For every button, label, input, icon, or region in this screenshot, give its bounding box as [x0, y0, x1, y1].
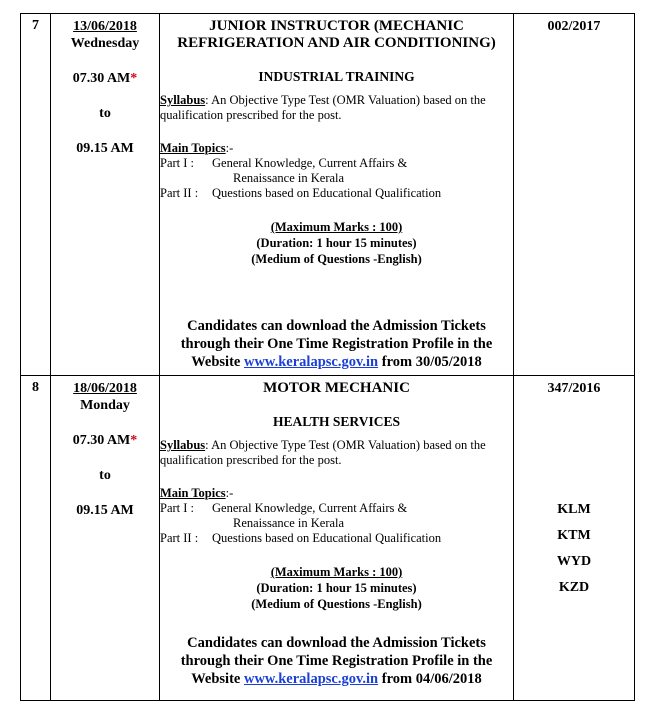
schedule-row: [21, 376, 635, 701]
date-time-cell: [51, 14, 160, 376]
main-topics: Main Topics:- Part I : General Knowledge, Current Affairs & Renaissance in Kerala Part II : Questions based on Educational Qualification: [160, 486, 513, 546]
end-time: 09.15 AM: [76, 503, 134, 518]
post-details-cell: [160, 14, 514, 376]
medium: (Medium of Questions -English): [251, 597, 422, 611]
district-code: WYD: [556, 554, 592, 569]
syllabus: [160, 93, 513, 123]
department: INDUSTRIAL TRAINING: [258, 69, 415, 84]
marks-info: [160, 564, 513, 612]
serial-number: 7: [21, 14, 51, 376]
syllabus-label: Syllabus: [160, 438, 206, 452]
main-topics: Main Topics:- Part I : General Knowledge, Current Affairs & Renaissance in Kerala Part II : Questions based on Educational Qualification: [160, 141, 513, 201]
asterisk-mark: *: [130, 433, 138, 448]
start-time: 07.30 AM*: [72, 71, 138, 86]
topic-part-1: Part I : General Knowledge, Current Affairs &: [160, 156, 408, 170]
district-code: KLM: [557, 502, 591, 517]
category-code: 347/2016: [547, 381, 601, 396]
asterisk-mark: *: [130, 71, 138, 86]
website-link[interactable]: www.keralapsc.gov.in: [243, 354, 379, 370]
topics-label: Main Topics: [160, 486, 226, 500]
exam-day: Wednesday: [70, 36, 140, 51]
exam-date: 13/06/2018: [73, 19, 137, 34]
category-code: 002/2017: [547, 19, 601, 34]
duration: (Duration: 1 hour 15 minutes): [256, 236, 417, 250]
max-marks: (Maximum Marks : 100): [270, 565, 403, 579]
medium: (Medium of Questions -English): [251, 252, 422, 266]
topic-part-2: Part II : Questions based on Educational Qualification: [160, 531, 442, 545]
post-details-cell: [160, 376, 514, 701]
district-list: [514, 497, 634, 601]
post-title: MOTOR MECHANIC: [263, 380, 410, 396]
admission-notice: Candidates can download the Admission Tickets through their One Time Registration Profile in the Website www.keralapsc.gov.in from 04/06/2018: [180, 635, 493, 687]
department: HEALTH SERVICES: [273, 414, 400, 429]
category-code-cell: [514, 14, 635, 376]
to-label: to: [99, 106, 111, 121]
topics-label: Main Topics: [160, 141, 226, 155]
date-time-cell: [51, 376, 160, 701]
syllabus-text: : An Objective Type Test (OMR Valuation) based on the qualification prescribed for the post.: [160, 438, 486, 467]
post-title: JUNIOR INSTRUCTOR (MECHANIC REFRIGERATION AND AIR CONDITIONING): [177, 18, 496, 51]
exam-day: Monday: [80, 398, 130, 413]
marks-info: [160, 219, 513, 267]
topic-part-2: Part II : Questions based on Educational Qualification: [160, 186, 442, 200]
syllabus-label: Syllabus: [160, 93, 206, 107]
duration: (Duration: 1 hour 15 minutes): [256, 581, 417, 595]
end-time: 09.15 AM: [76, 141, 134, 156]
syllabus-text: : An Objective Type Test (OMR Valuation) based on the qualification prescribed for the post.: [160, 93, 486, 122]
start-time: 07.30 AM*: [72, 433, 138, 448]
schedule-row: [21, 14, 635, 376]
to-label: to: [99, 468, 111, 483]
serial-number: 8: [21, 376, 51, 701]
category-code-cell: [514, 376, 635, 701]
website-link[interactable]: www.keralapsc.gov.in: [243, 671, 379, 687]
admission-notice: Candidates can download the Admission Tickets through their One Time Registration Profile in the Website www.keralapsc.gov.in from 30/05/2018: [180, 318, 493, 370]
district-code: KTM: [557, 528, 591, 543]
syllabus: [160, 438, 513, 468]
exam-schedule-table: [20, 13, 635, 701]
district-code: KZD: [558, 580, 590, 595]
topic-part-1: Part I : General Knowledge, Current Affairs &: [160, 501, 408, 515]
exam-date: 18/06/2018: [73, 381, 137, 396]
max-marks: (Maximum Marks : 100): [270, 220, 403, 234]
